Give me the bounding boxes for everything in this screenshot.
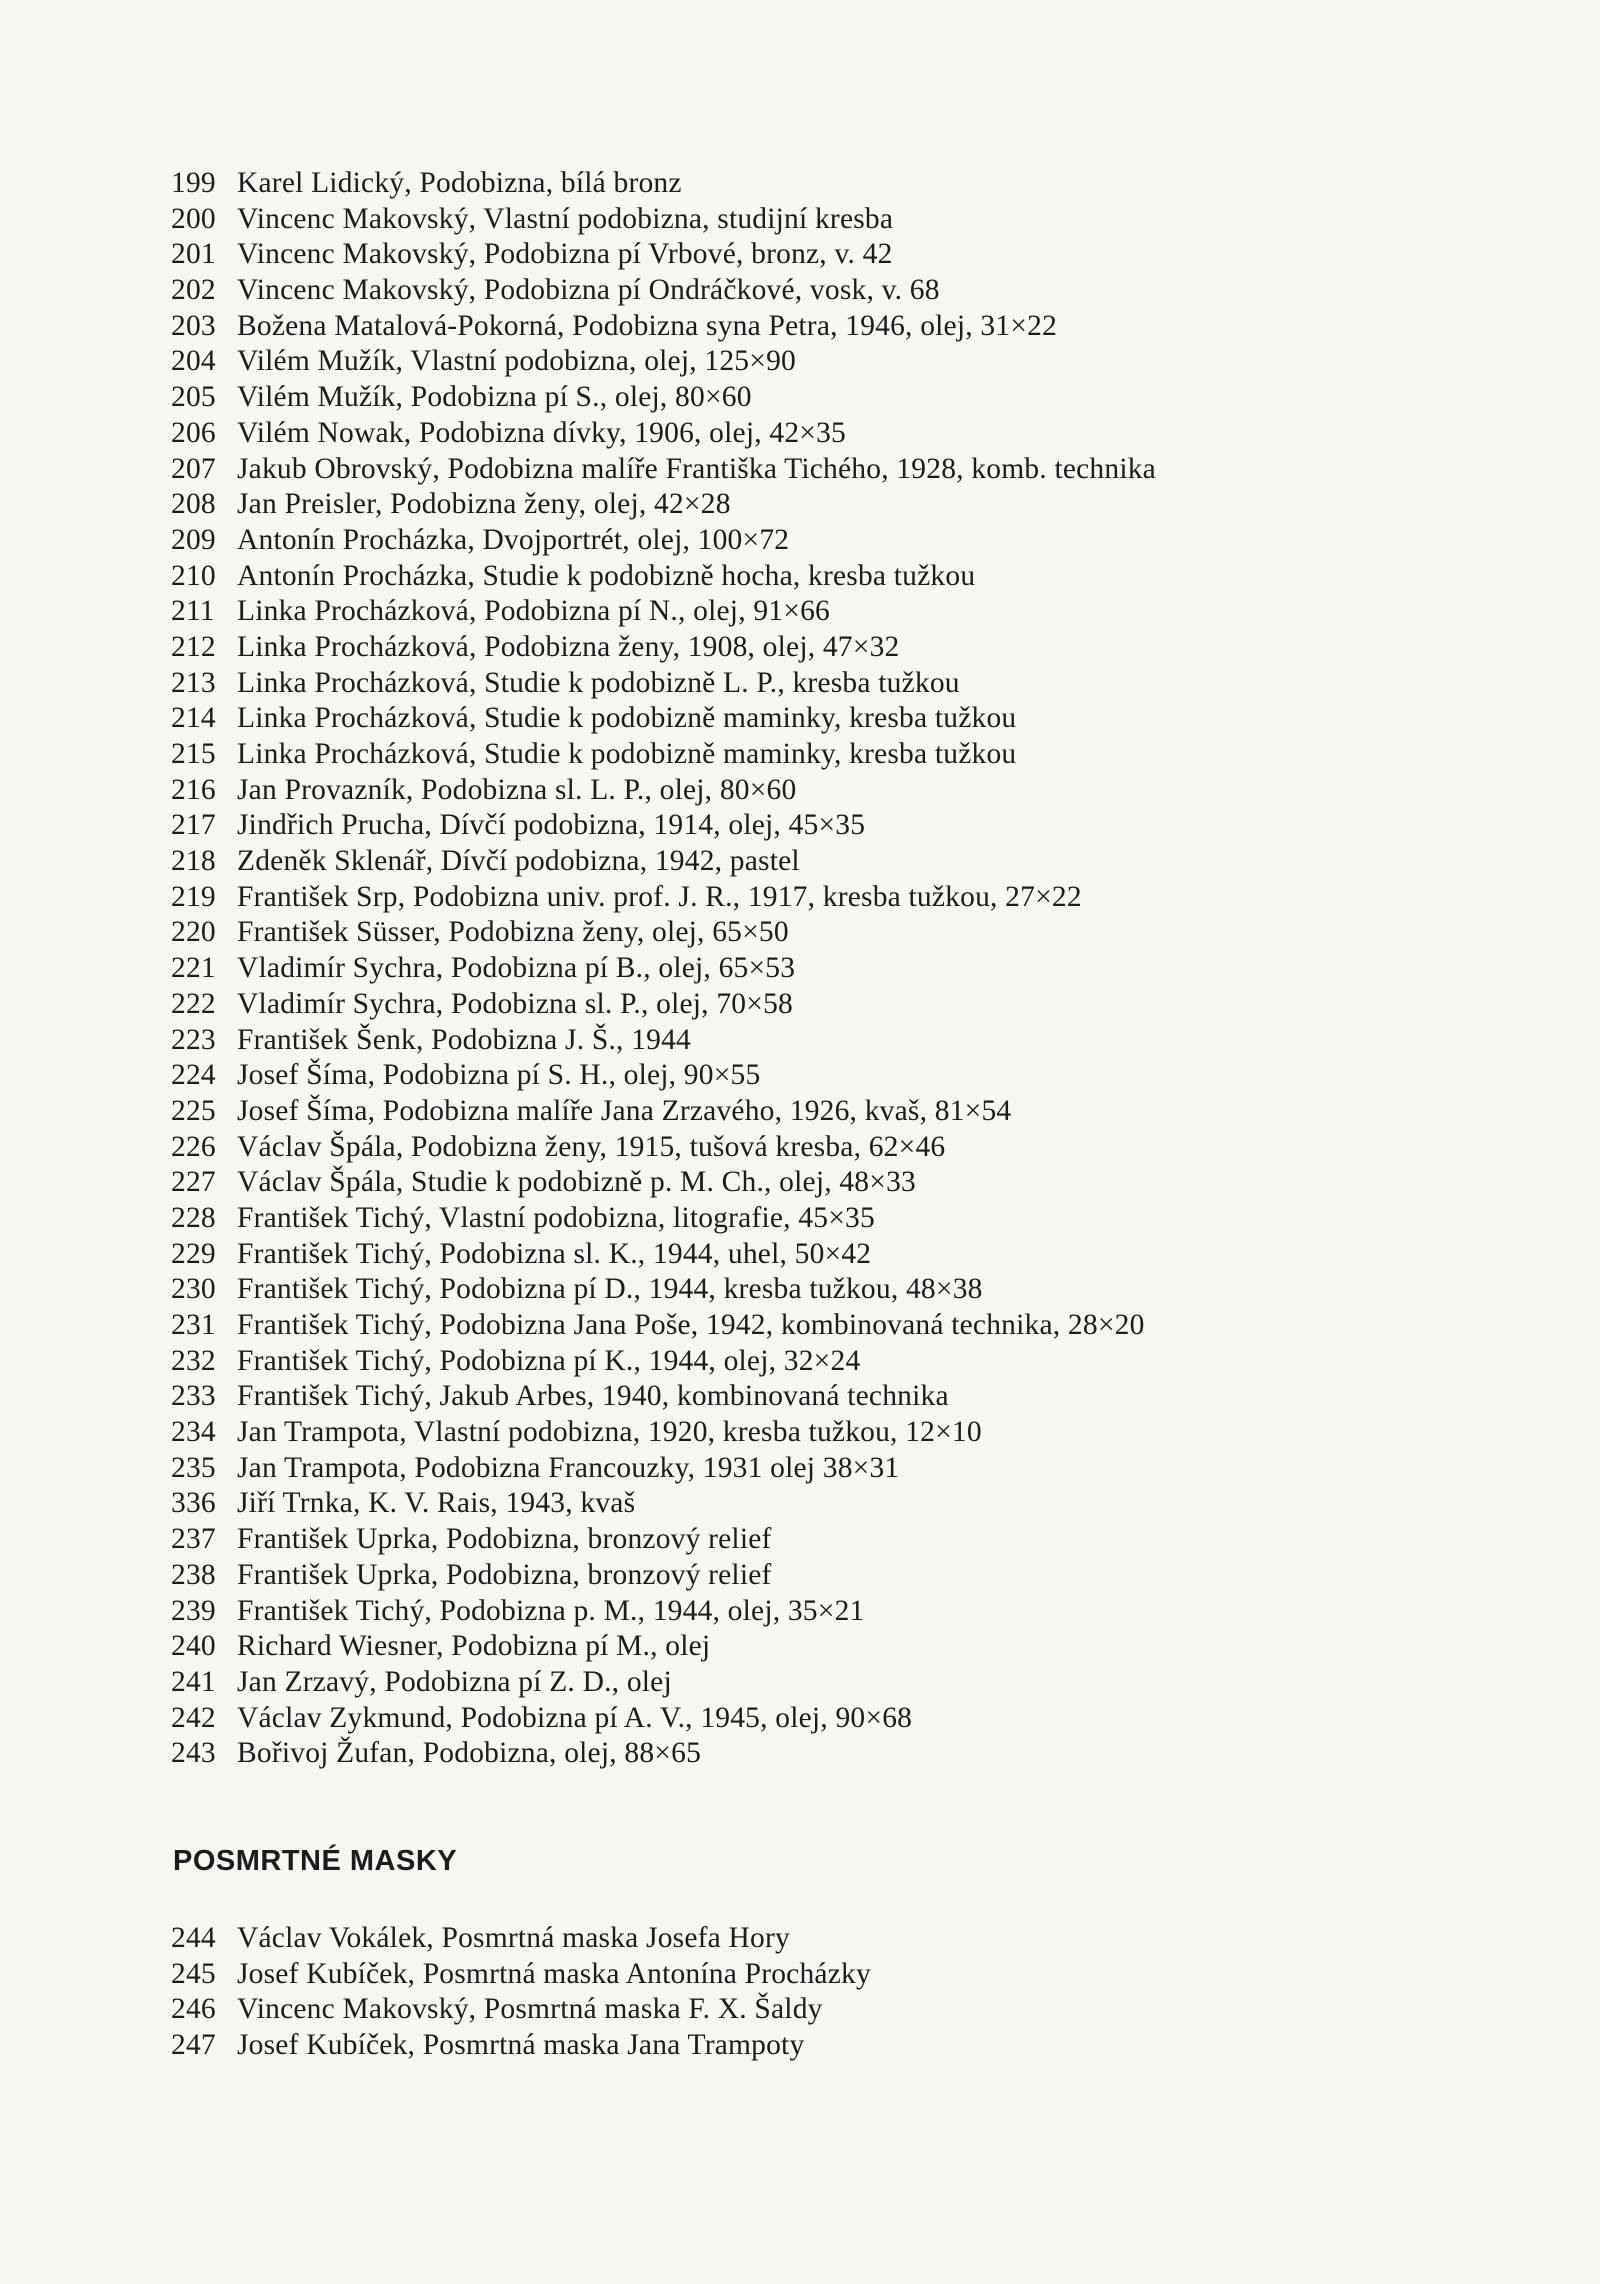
entry-number: 237 xyxy=(171,1523,216,1556)
catalog-entry xyxy=(171,1058,1551,1094)
catalog-entry xyxy=(171,594,1551,630)
entry-number: 203 xyxy=(171,309,216,342)
entry-text: Václav Špála, Podobizna ženy, 1915, tušová kresba, 62×46 xyxy=(237,1130,946,1163)
catalog-entry xyxy=(171,773,1551,809)
section-heading-death-masks: POSMRTNÉ MASKY xyxy=(173,1845,458,1877)
entry-text: Antonín Procházka, Studie k podobizně hocha, kresba tužkou xyxy=(237,559,976,592)
entry-number: 201 xyxy=(171,238,216,271)
catalog-entry xyxy=(171,987,1551,1023)
entry-number: 200 xyxy=(171,202,216,235)
catalog-entry xyxy=(171,202,1551,238)
catalog-entry xyxy=(171,1379,1551,1415)
entry-number: 336 xyxy=(171,1487,216,1520)
catalog-entry xyxy=(171,1237,1551,1273)
catalog-entry xyxy=(171,1701,1551,1737)
entry-number: 244 xyxy=(171,1922,216,1954)
entry-text: Zdeněk Sklenář, Dívčí podobizna, 1942, pastel xyxy=(237,845,800,878)
entry-text: Jakub Obrovský, Podobizna malíře Františka Tichého, 1928, komb. technika xyxy=(237,452,1156,485)
entry-number: 233 xyxy=(171,1380,216,1413)
catalog-entry xyxy=(171,666,1551,702)
catalog-entry xyxy=(171,273,1551,309)
catalog-entry xyxy=(171,344,1551,380)
entry-text: Josef Kubíček, Posmrtná maska Jana Trampoty xyxy=(237,2029,805,2062)
entry-text: František Süsser, Podobizna ženy, olej, 65×50 xyxy=(237,916,789,949)
entry-text: Václav Zykmund, Podobizna pí A. V., 1945, olej, 90×68 xyxy=(237,1701,913,1734)
entry-number: 206 xyxy=(171,416,216,449)
entry-text: František Uprka, Podobizna, bronzový relief xyxy=(237,1523,772,1556)
entry-number: 221 xyxy=(171,952,216,985)
entry-text: Antonín Procházka, Dvojportrét, olej, 100×72 xyxy=(237,523,790,556)
entry-text: František Tichý, Jakub Arbes, 1940, kombinovaná technika xyxy=(237,1380,949,1413)
entry-number: 214 xyxy=(171,702,216,735)
entry-text: František Tichý, Podobizna Jana Poše, 1942, kombinovaná technika, 28×20 xyxy=(237,1309,1145,1341)
entry-text: Linka Procházková, Studie k podobizně L. P., kresba tužkou xyxy=(237,666,960,699)
entry-number: 215 xyxy=(171,738,216,770)
entry-text: Jan Preisler, Podobizna ženy, olej, 42×28 xyxy=(237,488,731,521)
catalog-entry xyxy=(171,844,1551,880)
catalog-entry xyxy=(171,915,1551,951)
entry-text: Vilém Mužík, Vlastní podobizna, olej, 125×90 xyxy=(237,345,796,378)
entry-text: Vilém Nowak, Podobizna dívky, 1906, olej, 42×35 xyxy=(237,416,847,449)
entry-text: Václav Vokálek, Posmrtná maska Josefa Hory xyxy=(237,1922,790,1954)
entry-text: Vincenc Makovský, Posmrtná maska F. X. Šaldy xyxy=(237,1993,823,2026)
catalog-entry xyxy=(171,166,1551,202)
entry-text: Václav Špála, Studie k podobizně p. M. Ch., olej, 48×33 xyxy=(237,1166,916,1199)
entry-number: 211 xyxy=(171,595,215,628)
catalog-entry xyxy=(171,452,1551,488)
entry-number: 217 xyxy=(171,809,216,842)
entry-text: František Tichý, Podobizna pí D., 1944, kresba tužkou, 48×38 xyxy=(237,1273,983,1306)
catalog-entry xyxy=(171,1415,1551,1451)
catalog-entry xyxy=(171,559,1551,595)
entry-number: 204 xyxy=(171,345,216,378)
catalog-entry xyxy=(171,1344,1551,1380)
entry-text: Jan Trampota, Podobizna Francouzky, 1931 olej 38×31 xyxy=(237,1451,900,1484)
entry-text: František Tichý, Podobizna p. M., 1944, olej, 35×21 xyxy=(237,1594,865,1627)
entry-number: 239 xyxy=(171,1594,216,1627)
entry-text: Linka Procházková, Studie k podobizně maminky, kresba tužkou xyxy=(237,702,1017,735)
entry-text: Josef Šíma, Podobizna malíře Jana Zrzavého, 1926, kvaš, 81×54 xyxy=(237,1094,1012,1127)
entry-text: Karel Lidický, Podobizna, bílá bronz xyxy=(237,167,682,199)
entry-number: 220 xyxy=(171,916,216,949)
entry-number: 225 xyxy=(171,1094,216,1127)
entry-text: Josef Šíma, Podobizna pí S. H., olej, 90×55 xyxy=(237,1059,761,1092)
catalog-entry xyxy=(171,1594,1551,1630)
catalog-entry xyxy=(171,737,1551,773)
entry-number: 210 xyxy=(171,559,216,592)
entry-number: 235 xyxy=(171,1451,216,1484)
entry-number: 245 xyxy=(171,1957,216,1990)
catalog-entry xyxy=(171,1921,1551,1957)
entry-text: František Tichý, Vlastní podobizna, litografie, 45×35 xyxy=(237,1201,875,1234)
entry-text: Vladimír Sychra, Podobizna sl. P., olej, 70×58 xyxy=(237,987,793,1020)
entry-number: 224 xyxy=(171,1059,216,1092)
entry-number: 222 xyxy=(171,987,216,1020)
entry-text: Jiří Trnka, K. V. Rais, 1943, kvaš xyxy=(237,1487,636,1520)
entry-text: Linka Procházková, Podobizna pí N., olej, 91×66 xyxy=(237,595,830,628)
entry-number: 212 xyxy=(171,630,216,663)
catalog-entry xyxy=(171,1023,1551,1059)
entry-text: František Šenk, Podobizna J. Š., 1944 xyxy=(237,1023,691,1056)
entry-number: 247 xyxy=(171,2029,216,2062)
entry-number: 216 xyxy=(171,773,216,806)
entry-text: Vincenc Makovský, Podobizna pí Vrbové, bronz, v. 42 xyxy=(237,238,893,271)
entry-text: Vincenc Makovský, Vlastní podobizna, studijní kresba xyxy=(237,202,894,235)
entry-text: František Tichý, Podobizna sl. K., 1944, uhel, 50×42 xyxy=(237,1237,872,1270)
catalog-entry xyxy=(171,951,1551,987)
entry-number: 223 xyxy=(171,1023,216,1056)
catalog-entry xyxy=(171,1272,1551,1308)
entry-text: Linka Procházková, Studie k podobizně maminky, kresba tužkou xyxy=(237,738,1017,770)
catalog-entry xyxy=(171,630,1551,666)
catalog-entry xyxy=(171,808,1551,844)
entry-text: Richard Wiesner, Podobizna pí M., olej xyxy=(237,1630,711,1663)
entry-text: František Srp, Podobizna univ. prof. J. R., 1917, kresba tužkou, 27×22 xyxy=(237,880,1082,913)
catalog-entry xyxy=(171,237,1551,273)
entry-text: Jindřich Prucha, Dívčí podobizna, 1914, olej, 45×35 xyxy=(237,809,866,842)
entry-number: 232 xyxy=(171,1344,216,1377)
entry-text: Josef Kubíček, Posmrtná maska Antonína Procházky xyxy=(237,1957,871,1990)
entry-text: František Uprka, Podobizna, bronzový relief xyxy=(237,1558,772,1591)
catalog-entry xyxy=(171,1558,1551,1594)
catalog-entry xyxy=(171,1629,1551,1665)
entry-number: 209 xyxy=(171,523,216,556)
entry-text: Vladimír Sychra, Podobizna pí B., olej, 65×53 xyxy=(237,952,796,985)
entry-number: 227 xyxy=(171,1166,216,1199)
catalog-entry xyxy=(171,880,1551,916)
entry-number: 238 xyxy=(171,1558,216,1591)
catalog-entry xyxy=(171,701,1551,737)
catalog-entry xyxy=(171,1130,1551,1166)
catalog-entry xyxy=(171,380,1551,416)
entry-text: Jan Provazník, Podobizna sl. L. P., olej, 80×60 xyxy=(237,773,797,806)
entry-number: 213 xyxy=(171,666,216,699)
catalog-entry xyxy=(171,1665,1551,1701)
entry-text: Jan Trampota, Vlastní podobizna, 1920, kresba tužkou, 12×10 xyxy=(237,1416,982,1449)
entry-number: 202 xyxy=(171,274,216,307)
entry-number: 246 xyxy=(171,1993,216,2026)
entry-number: 226 xyxy=(171,1130,216,1163)
entry-number: 230 xyxy=(171,1273,216,1306)
catalog-entry xyxy=(171,2028,1551,2064)
catalog-entry xyxy=(171,416,1551,452)
catalog-entry xyxy=(171,1451,1551,1487)
catalog-entry xyxy=(171,1486,1551,1522)
catalog-entry xyxy=(171,1522,1551,1558)
entry-number: 208 xyxy=(171,488,216,521)
entry-number: 243 xyxy=(171,1737,216,1770)
entry-number: 219 xyxy=(171,880,216,913)
entry-number: 205 xyxy=(171,381,216,414)
entry-number: 199 xyxy=(171,167,216,199)
catalog-entry xyxy=(171,1165,1551,1201)
entry-text: František Tichý, Podobizna pí K., 1944, olej, 32×24 xyxy=(237,1344,861,1377)
catalog-entry xyxy=(171,309,1551,345)
entry-number: 234 xyxy=(171,1416,216,1449)
catalog-entry xyxy=(171,487,1551,523)
catalog-entry xyxy=(171,523,1551,559)
catalog-entry xyxy=(171,1736,1551,1772)
entry-number: 231 xyxy=(171,1309,216,1341)
entry-text: Vilém Mužík, Podobizna pí S., olej, 80×60 xyxy=(237,381,752,414)
portrait-catalog-list xyxy=(171,166,1551,1772)
entry-text: Linka Procházková, Podobizna ženy, 1908, olej, 47×32 xyxy=(237,630,900,663)
entry-number: 218 xyxy=(171,845,216,878)
catalog-entry xyxy=(171,1201,1551,1237)
entry-text: Božena Matalová-Pokorná, Podobizna syna Petra, 1946, olej, 31×22 xyxy=(237,309,1058,342)
entry-number: 207 xyxy=(171,452,216,485)
entry-text: Bořivoj Žufan, Podobizna, olej, 88×65 xyxy=(237,1737,702,1770)
catalog-entry xyxy=(171,1992,1551,2028)
catalog-entry xyxy=(171,1094,1551,1130)
entry-number: 228 xyxy=(171,1201,216,1234)
entry-text: Vincenc Makovský, Podobizna pí Ondráčkové, vosk, v. 68 xyxy=(237,274,940,307)
entry-number: 241 xyxy=(171,1665,216,1698)
entry-number: 229 xyxy=(171,1237,216,1270)
death-mask-catalog-list xyxy=(171,1921,1551,2064)
entry-number: 242 xyxy=(171,1701,216,1734)
entry-number: 240 xyxy=(171,1630,216,1663)
catalog-entry xyxy=(171,1308,1551,1344)
catalog-entry xyxy=(171,1957,1551,1993)
entry-text: Jan Zrzavý, Podobizna pí Z. D., olej xyxy=(237,1665,672,1698)
